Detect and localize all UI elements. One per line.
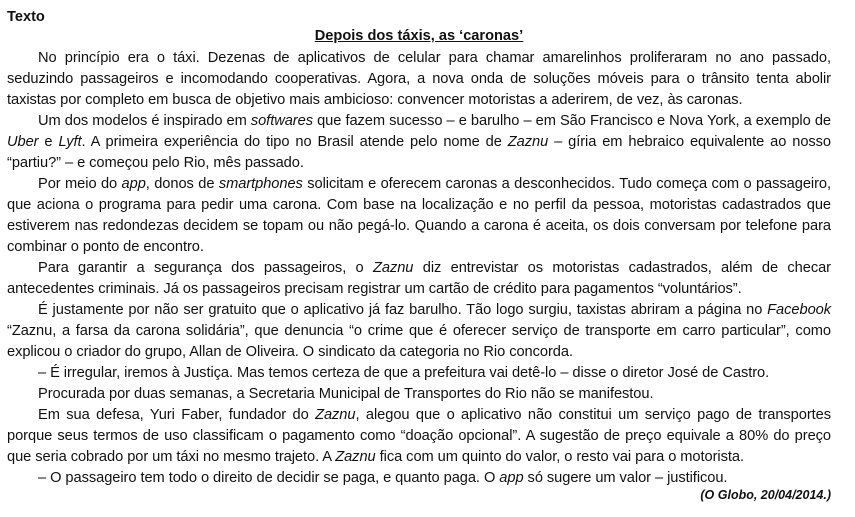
italic-term: Zaznu [315, 407, 356, 423]
text-span: fica com um quinto do valor, o resto vai para o motorista. [375, 449, 744, 465]
italic-term: Zaznu [372, 260, 414, 276]
paragraph-5 [7, 300, 831, 363]
italic-term: Facebook [767, 302, 831, 318]
paragraph-8 [7, 405, 831, 468]
text-span: Em sua defesa, Yuri Faber, fundador do [38, 407, 316, 423]
source-citation: (O Globo, 20/04/2014.) [700, 488, 831, 502]
article-title: Depois dos táxis, as ‘caronas’ [314, 28, 524, 44]
text-span: – É irregular, iremos à Justiça. Mas temos certeza de que a prefeitura vai detê-lo – disse o diretor José de Castro. [38, 365, 770, 381]
text-span: Por meio do [38, 176, 122, 192]
paragraph-2 [7, 111, 831, 174]
text-span: . A primeira experiência do tipo no Brasil atende pelo nome de [81, 134, 508, 150]
text-span: solicitam e oferecem caronas a desconhecidos. Tudo começa com o passageiro, que aciona o programa para pedir uma carona. Com base na localização e no perfil da pessoa, motoristas cadastrados que estiverem nas redondezas decidem se topam ou não pegá-lo. Quando a carona é aceita, os dois conversam por telefone para combinar o ponto de encontro. [7, 176, 831, 255]
paragraph-7 [7, 384, 831, 405]
paragraph-1 [7, 48, 831, 111]
text-span: No princípio era o táxi. Dezenas de aplicativos de celular para chamar amarelinhos proliferaram no ano passado, seduzindo passageiros e incomodando cooperativas. Agora, a nova onda de soluções móveis para o trânsito tenta abolir taxistas por completo em busca de objetivo mais ambicioso: convencer motoristas a aderirem, de vez, às caronas. [7, 50, 831, 108]
italic-term: app [499, 470, 524, 486]
text-span: só sugere um valor – justificou. [523, 470, 728, 486]
paragraph-9 [7, 468, 831, 489]
italic-term: Zaznu [335, 449, 376, 465]
paragraph-4 [7, 258, 831, 300]
paragraph-3 [7, 174, 831, 258]
text-span: que fazem sucesso – e barulho – em São Francisco e Nova York, a exemplo de [312, 113, 831, 129]
text-span: “Zaznu, a farsa da carona solidária”, que denuncia “o crime que é oferecer serviço de transporte em carro particular”, como explicou o criador do grupo, Allan de Oliveira. O sindicato da categoria no Rio concorda. [7, 323, 831, 360]
text-span: Para garantir a segurança dos passageiros, o [38, 260, 373, 276]
italic-term: softwares [250, 113, 313, 129]
text-span: É justamente por não ser gratuito que o aplicativo já faz barulho. Tão logo surgiu, taxistas abriram a página no [38, 302, 768, 318]
text-span: , donos de [145, 176, 219, 192]
text-span: e [38, 134, 59, 150]
paragraph-6 [7, 363, 831, 384]
italic-term: Lyft [58, 134, 82, 150]
italic-term: smartphones [218, 176, 303, 192]
text-span: – O passageiro tem todo o direito de decidir se paga, e quanto paga. O [38, 470, 500, 486]
italic-term: app [121, 176, 146, 192]
text-span: , alegou que o aplicativo não constitui um serviço pago de transportes porque seus termos de uso classificam o pagamento como “doação opcional”. A sugestão de preço equivale a 80% do preço que seria cobrado por um táxi no mesmo trajeto. A [7, 407, 832, 465]
section-label: Texto [7, 9, 45, 25]
text-span: diz entrevistar os motoristas cadastrados, além de checar antecedentes criminais. Já os passageiros precisam registrar um cartão de crédito para pagamentos “voluntários”. [7, 260, 831, 297]
text-span: Procurada por duas semanas, a Secretaria Municipal de Transportes do Rio não se manifestou. [38, 386, 654, 402]
italic-term: Zaznu [507, 134, 549, 150]
italic-term: Uber [7, 134, 39, 150]
text-span: Um dos modelos é inspirado em [38, 113, 251, 129]
text-span: – gíria em hebraico equivalente ao nosso “partiu?” – e começou pelo Rio, mês passado. [7, 134, 831, 171]
article-body [7, 48, 831, 489]
